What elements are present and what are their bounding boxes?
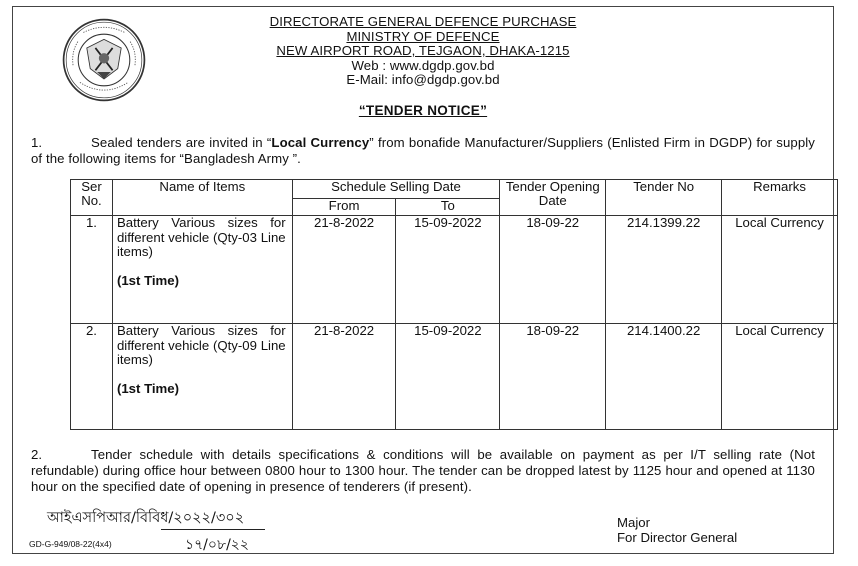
reference-number: আইএসপিআর/বিবিধ/২০২২/৩০২ bbox=[47, 510, 245, 526]
paragraph-2-number: 2. bbox=[31, 447, 43, 462]
email[interactable]: E-Mail: info@dgdp.gov.bd bbox=[346, 72, 500, 87]
row-tender-no: 214.1399.22 bbox=[606, 216, 722, 324]
document-code: GD-G-949/08-22(4x4) bbox=[29, 539, 112, 549]
row-item bbox=[112, 216, 292, 324]
header-tender-no: Tender No bbox=[606, 180, 722, 216]
header-schedule: Schedule Selling Date bbox=[292, 180, 500, 199]
table-row bbox=[71, 216, 838, 324]
paragraph-1 bbox=[31, 135, 815, 167]
header-remarks: Remarks bbox=[722, 180, 838, 216]
row-to: 15-09-2022 bbox=[396, 216, 500, 324]
paragraph-1-text-pre: Sealed tenders are invited in “ bbox=[91, 135, 272, 150]
org-address: NEW AIRPORT ROAD, TEJGAON, DHAKA-1215 bbox=[276, 43, 570, 58]
row-tender-no: 214.1400.22 bbox=[606, 324, 722, 430]
row-ser: 2. bbox=[71, 324, 113, 430]
paragraph-1-bold: Local Currency bbox=[271, 135, 370, 150]
row-opening: 18-09-22 bbox=[500, 216, 606, 324]
header-opening: Tender Opening Date bbox=[500, 180, 606, 216]
ministry-name: MINISTRY OF DEFENCE bbox=[346, 28, 500, 44]
reference-date: ১৭/০৮/২২ bbox=[185, 537, 250, 553]
header-to: To bbox=[396, 199, 500, 216]
row-opening: 18-09-22 bbox=[500, 324, 606, 430]
row-from: 21-8-2022 bbox=[292, 216, 396, 324]
row-item-time: (1st Time) bbox=[116, 272, 180, 288]
signatory-title: For Director General bbox=[617, 530, 738, 545]
row-from: 21-8-2022 bbox=[292, 324, 396, 430]
row-ser: 1. bbox=[71, 216, 113, 324]
letterhead bbox=[213, 15, 633, 88]
paragraph-2 bbox=[31, 447, 815, 495]
row-remarks: Local Currency bbox=[722, 216, 838, 324]
row-item bbox=[112, 324, 292, 430]
row-to: 15-09-2022 bbox=[396, 324, 500, 430]
paragraph-2-text: Tender schedule with details specifications & conditions will be available on payment as per I/T selling rate (Not refundable) during office hour between 0800 hour to 1300 hour. The tender can be dropped latest by 1125 hour and opened at 1130 hour on the specified date of opening in presence of tenderers (if present). bbox=[31, 447, 815, 494]
tender-notice-page bbox=[12, 6, 834, 554]
notice-title: “TENDER NOTICE” bbox=[358, 103, 488, 118]
seal-icon bbox=[61, 17, 147, 103]
website[interactable]: Web : www.dgdp.gov.bd bbox=[351, 57, 495, 73]
signatory-rank: Major bbox=[617, 515, 650, 530]
divider bbox=[161, 529, 265, 530]
paragraph-1-text-post: ” from bonafide Manufacturer/Suppliers (Enlisted Firm in DGDP) for supply of the following items for “Bangladesh Army ”. bbox=[31, 135, 815, 166]
org-name: DIRECTORATE GENERAL DEFENCE PURCHASE bbox=[269, 14, 577, 29]
paragraph-1-number: 1. bbox=[31, 135, 43, 150]
row-item-text: Battery Various sizes for different vehicle (Qty-03 Line items) bbox=[116, 215, 286, 259]
row-item-time: (1st Time) bbox=[116, 380, 180, 396]
signature-block bbox=[617, 515, 737, 545]
header-ser: Ser No. bbox=[71, 180, 113, 216]
tender-table bbox=[70, 179, 838, 430]
row-item-text: Battery Various sizes for different vehicle (Qty-09 Line items) bbox=[116, 323, 286, 367]
row-remarks: Local Currency bbox=[722, 324, 838, 430]
table-row bbox=[71, 324, 838, 430]
header-name: Name of Items bbox=[112, 180, 292, 216]
header-from: From bbox=[292, 199, 396, 216]
